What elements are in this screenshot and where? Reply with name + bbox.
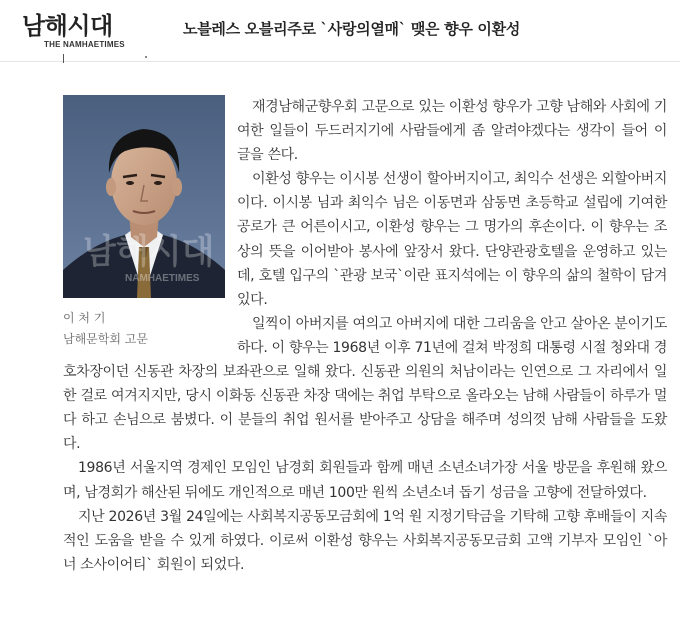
photo-watermark: 남해시대 [83,232,215,272]
article-paragraph: 지난 2026년 3월 24일에는 사회복지공동모금회에 1억 원 지정기탁금을 기탁해 고향 후배들이 지속적인 도움을 받을 수 있게 하였다. 이로써 이환성 향우는 사회복지공동모금회 고액 기부자 모임인 `아너 소사이어티` 회원이 되었다. [63,508,667,573]
logo-subtitle: THE NAMHAETIMES [44,40,125,49]
photo-watermark-sub: NAMHAETIMES [125,273,200,284]
article-paragraph: 1986년 서울지역 경제인 모임인 남경회 회원들과 함께 매년 소년소녀가장 서울 방문을 후원해 왔으며, 남경회가 해산된 뒤에도 개인적으로 매년 100만 원씩 소년소녀 돕기 성금을 고향에 전달하였다. [63,460,667,501]
author-name: 이 처 기 [63,311,106,325]
site-logo[interactable] [22,14,142,48]
article-headline: 노블레스 오블리주로 `사랑의열매` 맺은 향우 이환성 [183,20,521,38]
scroll-marker [63,54,64,63]
author-role: 남해문학회 고문 [63,332,148,346]
photo-float-space [63,95,237,355]
article-body [63,95,667,577]
logo-wordmark: 남해시대 [22,12,113,40]
site-header [0,0,680,58]
scroll-dot [145,56,147,58]
article-paragraph: 재경남해군향우회 고문으로 있는 이환성 향우가 고향 남해와 사회에 기여한 일들이 두드러지기에 사람들에게 좀 알려야겠다는 생각이 들어 이 글을 쓴다. [237,99,667,164]
article-paragraph: 일찍이 아버지를 여의고 아버지에 대한 그리움을 안고 살아온 분이기도 하다. 이 향우는 1968년 이후 71년에 걸쳐 박정희 대통령 시절 청와대 경호차장이던 신동관 차장의 보좌관으로 일해 왔다. 신동관 의원의 처남이라는 인연으로 그 자리에서 일한 걸로 여겨지지만, 당시 이화동 신동관 차장 댁에는 취업 부탁으로 올라오는 남해 사람들이 하루가 멀다 하고 손님으로 붐볐다. 이 분들의 취업 원서를 받아주고 상담을 해주며 성의껏 남해 사람들을 도왔다. [63,315,667,453]
article-paragraph: 이환성 향우는 이시봉 선생이 할아버지이고, 최익수 선생은 외할아버지이다. 이시봉 님과 최익수 님은 이동면과 삼동면 초등학교 설립에 기여한 공로가 큰 어른이시고, 이환성 향우는 그 명가의 후손이다. 이 향우는 조상의 뜻을 이어받아 봉사에 앞장서 왔다. 단양관광호텔을 운영하고 있는데, 호텔 입구의 `관광 보국`이란 표지석에는 이 향우의 삶의 철학이 담겨 있다. [237,171,667,308]
header-divider [0,61,680,62]
